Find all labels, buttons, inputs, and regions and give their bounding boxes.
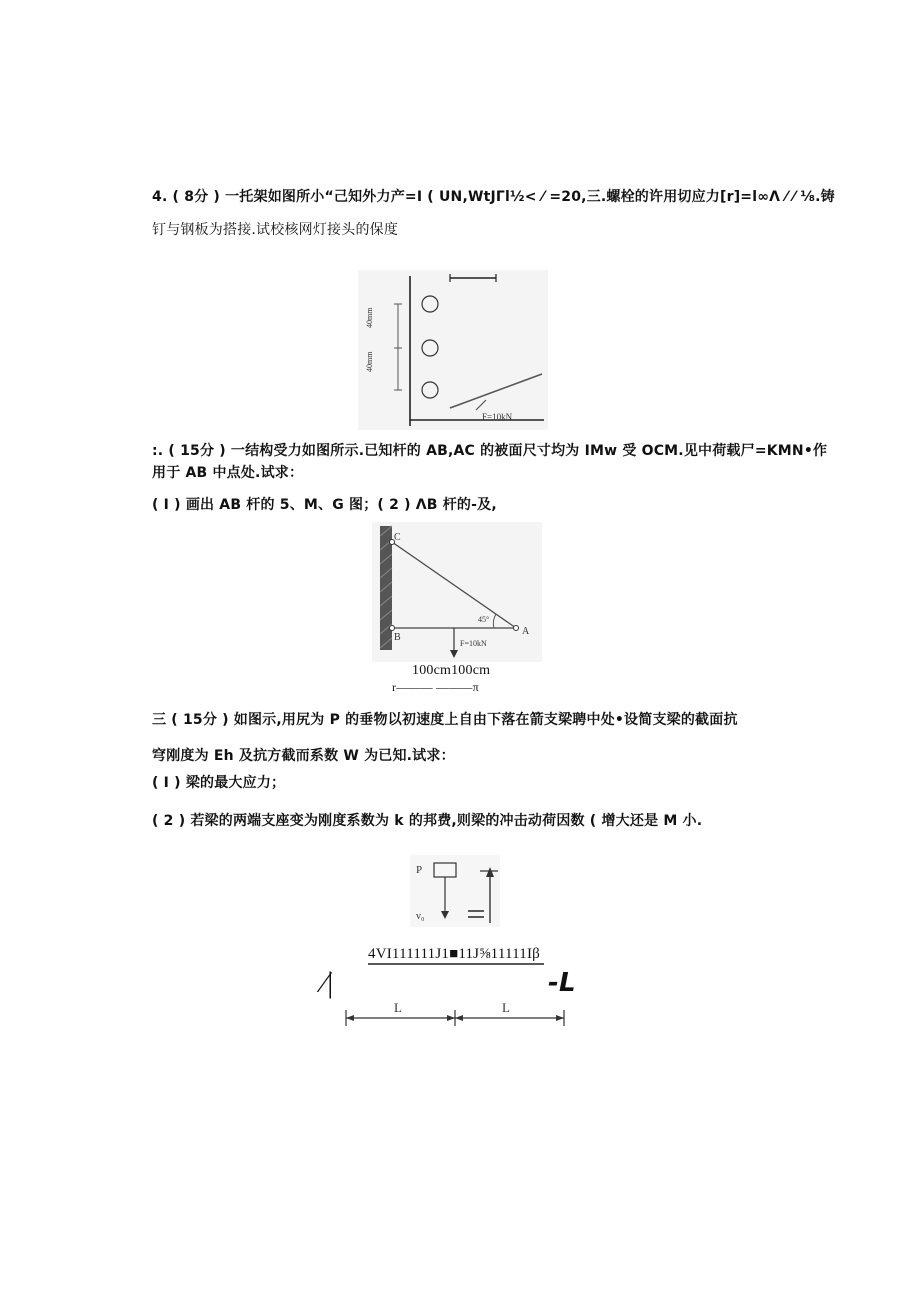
angle-label: 45°	[478, 615, 490, 624]
weight-label: P	[416, 864, 423, 876]
q5-line-3: ( I ) 画出 AB 杆的 5、M、G 图；( 2 ) ΛB 杆的-及,	[152, 497, 497, 513]
q6-line-3: ( I ) 梁的最大应力；	[152, 775, 286, 791]
q6-line-4: ( 2 ) 若梁的两端支座变为刚度系数为 k 的邦费,则梁的冲击动荷因数 ( 增大还是 M 小.	[152, 813, 703, 829]
q4-line-2: 钉与钢板为搭接.试校核网灯接头的保度	[152, 222, 399, 238]
q4-bracket-figure	[358, 270, 548, 430]
joint-label-a: A	[522, 626, 530, 637]
force-label: F=10kN	[482, 412, 513, 422]
q5-truss-figure	[372, 522, 542, 662]
dimension-label-lower: 40mm	[365, 351, 374, 372]
load-label: F=10kN	[460, 639, 487, 648]
q6-line-1: 三 ( 15分 ) 如图示,用尻为 P 的垂物以初速度上自由下落在箭支梁聘中处•设简支梁的截面抗	[152, 712, 738, 728]
q5-span-dimension: 100cm100cm	[412, 663, 491, 678]
q5-line-2: 用于 AB 中点处.试求：	[152, 465, 304, 481]
q5-line-1: :. ( 15分 ) 一结构受力如图所示.已知杆的 AB,AC 的被面尺寸均为 IMw 受 OCM.见中荷载尸=KMN•作	[152, 443, 828, 459]
joint-label-c: C	[394, 532, 401, 543]
velocity-label: v₀	[416, 911, 425, 922]
q6-span-dimensions	[344, 998, 566, 1028]
right-support: -L	[548, 968, 576, 998]
left-support: ∕|	[322, 966, 334, 999]
joint-label-b: B	[394, 632, 401, 643]
q5-dimension-line: r——— ———π	[392, 680, 479, 694]
q6-weight-figure	[410, 855, 500, 927]
span-label-left: L	[394, 1000, 402, 1015]
q6-beam-line	[368, 962, 544, 966]
span-label-right: L	[502, 1000, 510, 1015]
q4-line-1: 4. ( 8分 ) 一托架如图所小“己知外力产=I ( UN,WtJΓl½< ⁄ =20,三.螺栓的许用切应力[r]=l∞Λ ⁄ ⁄ ⅛.铸	[152, 189, 835, 205]
dimension-label-upper: 40mm	[365, 307, 374, 328]
q6-line-2: 穹刚度为 Eh 及抗方截而系数 W 为已知.试求：	[152, 748, 455, 764]
q6-beam-text: 4VI111111J1■11J⅝11111Iβ	[368, 946, 540, 962]
